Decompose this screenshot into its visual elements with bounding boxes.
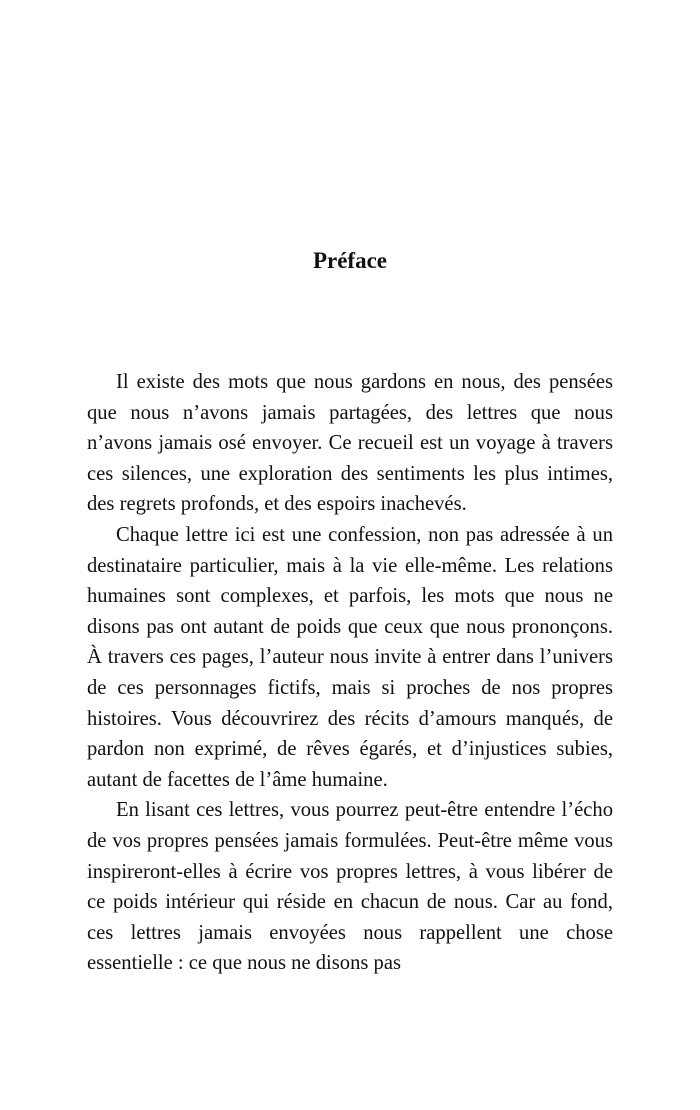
paragraph: Il existe des mots que nous gardons en nous, des pensées que nous n’avons jamais partagées, des lettres que nous n’avons jamais osé envoyer. Ce recueil est un voyage à travers ces silences, une exploration des sentiments les plus intimes, des regrets profonds, et des espoirs inachevés.	[87, 371, 613, 516]
preface-body	[87, 367, 613, 979]
paragraph: En lisant ces lettres, vous pourrez peut-être entendre l’écho de vos propres pensées jamais formulées. Peut-être même vous inspireront-elles à écrire vos propres lettres, à vous libérer de ce poids intérieur qui réside en chacun de nous. Car au fond, ces lettres jamais envoyées nous rappellent une chose essentielle : ce que nous ne disons pas	[87, 799, 613, 975]
paragraph: Chaque lettre ici est une confession, non pas adressée à un destinataire particulier, mais à la vie elle-même. Les relations humaines sont complexes, et parfois, les mots que nous ne disons pas ont autant de poids que ceux que nous prononçons. À travers ces pages, l’auteur nous invite à entrer dans l’univers de ces personnages fictifs, mais si proches de nos propres histoires. Vous découvrirez des récits d’amours manqués, de pardon non exprimé, de rêves égarés, et d’injustices subies, autant de facettes de l’âme humaine.	[87, 523, 613, 791]
page-title: Préface	[312, 248, 388, 273]
